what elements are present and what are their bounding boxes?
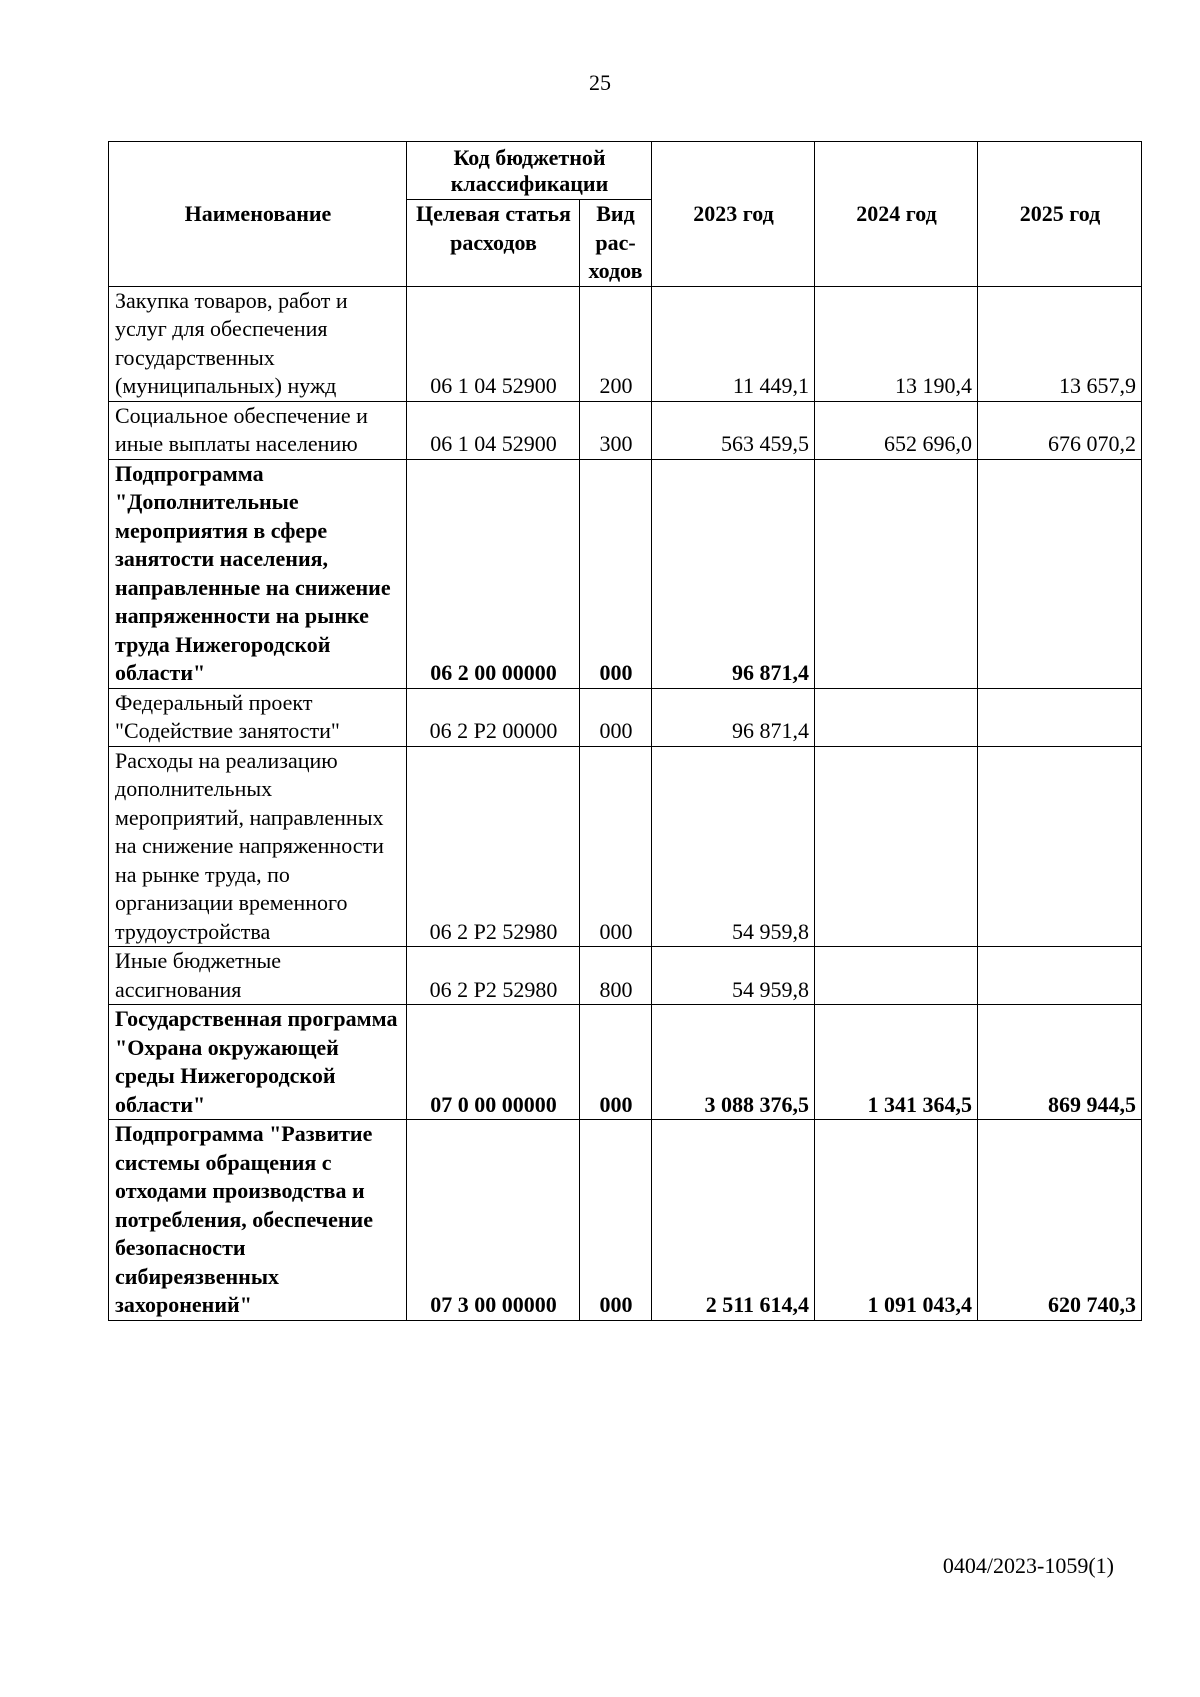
row-name: Социальное обеспечение и иные выплаты населению: [109, 401, 407, 459]
table-row: [109, 459, 1142, 688]
row-2023: 96 871,4: [652, 459, 815, 688]
header-expense-type: Вид рас-ходов: [580, 200, 652, 287]
row-type: 000: [580, 746, 652, 947]
row-code: 06 2 00 00000: [407, 459, 580, 688]
table-row: [109, 688, 1142, 746]
page-number: 25: [589, 70, 611, 95]
row-2025: [978, 746, 1142, 947]
table-row: [109, 1120, 1142, 1321]
row-2024: [815, 688, 978, 746]
header-2024: 2024 год: [815, 142, 978, 287]
row-2025: [978, 688, 1142, 746]
row-type: 000: [580, 1120, 652, 1321]
row-2023: 3 088 376,5: [652, 1005, 815, 1120]
header-target-article: Целевая статья расходов: [407, 200, 580, 287]
table-row: [109, 947, 1142, 1005]
row-name: Закупка товаров, работ и услуг для обеспечения государственных (муниципальных) нужд: [109, 286, 407, 401]
table-row: [109, 401, 1142, 459]
table-row: [109, 746, 1142, 947]
row-2024: 1 091 043,4: [815, 1120, 978, 1321]
document-number: 0404/2023-1059(1): [942, 1553, 1114, 1578]
row-type: 000: [580, 688, 652, 746]
row-2024: 652 696,0: [815, 401, 978, 459]
header-code-group: Код бюджетной классификации: [407, 142, 652, 200]
row-2023: 11 449,1: [652, 286, 815, 401]
row-2025: 620 740,3: [978, 1120, 1142, 1321]
budget-table: [108, 141, 1142, 1321]
row-name: Подпрограмма "Развитие системы обращения с отходами производства и потребления, обеспечение безопасности сибиреязвенных захоронений": [109, 1120, 407, 1321]
table-row: [109, 1005, 1142, 1120]
row-2024: 13 190,4: [815, 286, 978, 401]
row-name: Подпрограмма "Дополнительные мероприятия в сфере занятости населения, направленные на снижение напряженности на рынке труда Нижегородской области": [109, 459, 407, 688]
header-2025: 2025 год: [978, 142, 1142, 287]
row-code: 07 0 00 00000: [407, 1005, 580, 1120]
row-type: 200: [580, 286, 652, 401]
row-type: 000: [580, 1005, 652, 1120]
row-2023: 54 959,8: [652, 746, 815, 947]
row-name: Расходы на реализацию дополнительных мероприятий, направленных на снижение напряженности на рынке труда, по организации временного трудоустройства: [109, 746, 407, 947]
row-2024: [815, 746, 978, 947]
row-code: 06 1 04 52900: [407, 286, 580, 401]
row-name: Иные бюджетные ассигнования: [109, 947, 407, 1005]
row-type: 300: [580, 401, 652, 459]
row-code: 07 3 00 00000: [407, 1120, 580, 1321]
row-2023: 54 959,8: [652, 947, 815, 1005]
row-2025: 676 070,2: [978, 401, 1142, 459]
row-name: Государственная программа "Охрана окружающей среды Нижегородской области": [109, 1005, 407, 1120]
row-2023: 96 871,4: [652, 688, 815, 746]
row-2023: 563 459,5: [652, 401, 815, 459]
row-2025: [978, 459, 1142, 688]
row-2024: 1 341 364,5: [815, 1005, 978, 1120]
header-name: Наименование: [109, 142, 407, 287]
row-type: 800: [580, 947, 652, 1005]
table-body: [109, 286, 1142, 1320]
row-type: 000: [580, 459, 652, 688]
row-2024: [815, 459, 978, 688]
row-code: 06 2 P2 52980: [407, 947, 580, 1005]
row-code: 06 2 P2 00000: [407, 688, 580, 746]
row-2025: 13 657,9: [978, 286, 1142, 401]
row-2025: 869 944,5: [978, 1005, 1142, 1120]
table-row: [109, 286, 1142, 401]
header-2023: 2023 год: [652, 142, 815, 287]
row-2023: 2 511 614,4: [652, 1120, 815, 1321]
row-2025: [978, 947, 1142, 1005]
row-code: 06 2 P2 52980: [407, 746, 580, 947]
row-2024: [815, 947, 978, 1005]
row-code: 06 1 04 52900: [407, 401, 580, 459]
row-name: Федеральный проект "Содействие занятости": [109, 688, 407, 746]
